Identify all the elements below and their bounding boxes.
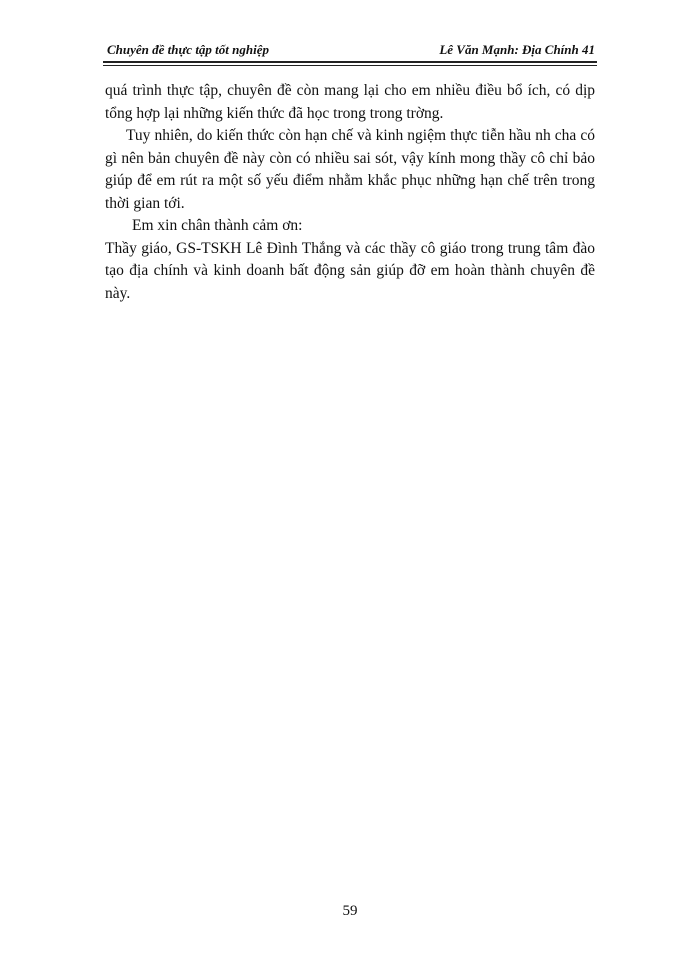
page-number: 59 [342, 903, 358, 919]
paragraph-acknowledgement: Thầy giáo, GS-TSKH Lê Đình Thắng và các thầy cô giáo trong trung tâm đào tạo địa chính và kinh doanh bất động sản giúp đỡ em hoàn thành chuyên đề này. [105, 239, 595, 302]
header-author: Lê Văn Mạnh: Địa Chính 41 [439, 42, 595, 57]
header-document-title: Chuyên đề thực tập tốt nghiệp [107, 42, 269, 57]
paragraph-thanks-heading: Em xin chân thành cảm ơn: [132, 217, 303, 234]
paragraph-continuation: quá trình thực tập, chuyên đề còn mang lại cho em nhiều điều bổ ích, có dịp tổng hợp lại những kiến thức đã học trong trong trờng. [105, 82, 595, 122]
page-header [103, 38, 597, 62]
paragraph-limitations: Tuy nhiên, do kiến thức còn hạn chế và kinh ngiệm thực tiễn hầu nh cha có gì nên bản chuyên đề này còn có nhiều sai sót, vậy kính mong thầy cô chỉ bảo giúp để em rút ra một số yếu điểm nhằm khắc phục những hạn chế trên trong thời gian tới. [105, 127, 595, 212]
header-rule-thin [103, 65, 597, 66]
header-rule [103, 61, 597, 63]
body-text [105, 80, 595, 305]
